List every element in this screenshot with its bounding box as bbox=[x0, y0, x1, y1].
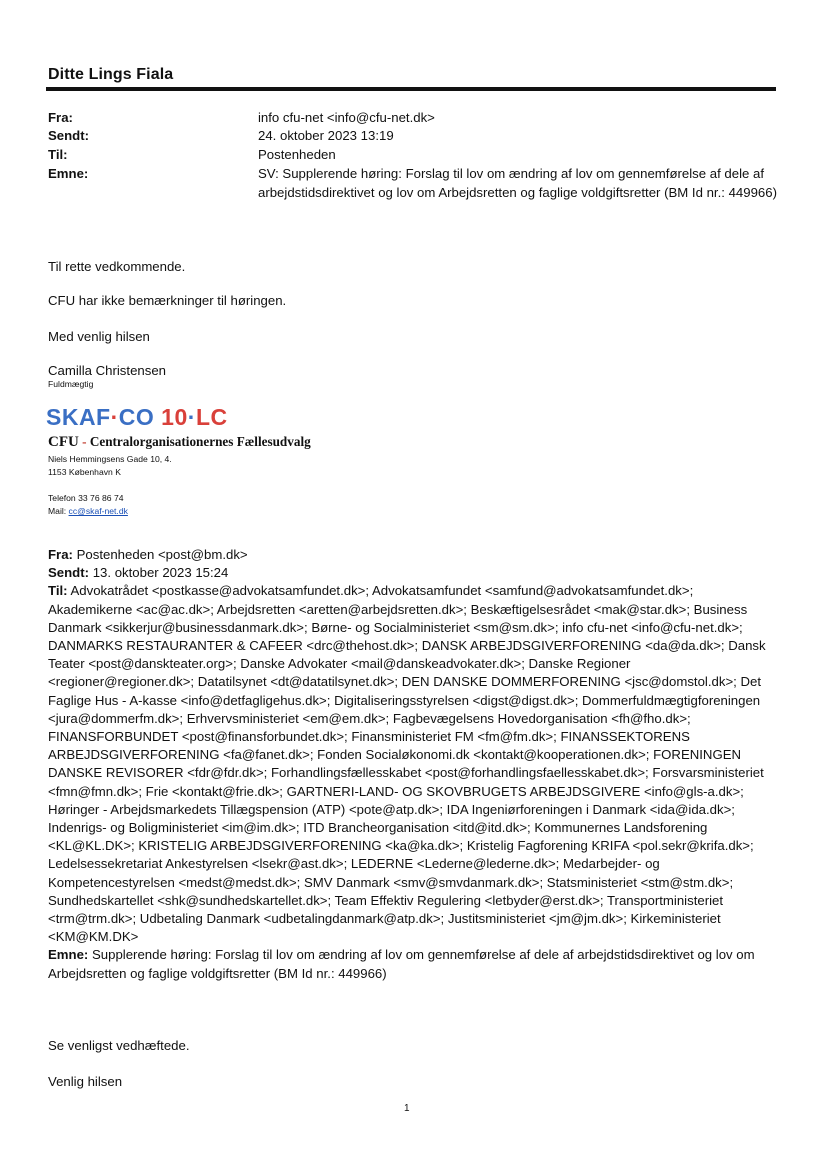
body-closing: Med venlig hilsen bbox=[48, 329, 150, 344]
fwd-from-value: Postenheden <post@bm.dk> bbox=[76, 547, 248, 562]
page-number: 1 bbox=[404, 1103, 410, 1114]
header-from-label: Fra: bbox=[48, 110, 73, 125]
fwd-to-value: Advokatrådet <postkasse@advokatsamfundet.dk>; Advokatsamfundet <samfund@advokatsamfundet.dk>; Akademikerne <ac@ac.dk>; Arbejdsretten <aretten@arbejdsretten.dk>; Beskæftigelsesrådet <mak@star.dk>; Business Danmark <sikkerjur@businessdanmark.dk>; Børne- og Socialministeriet <sm@sm.dk>; info cfu-net <info@cfu-net.dk>; DANMARKS RESTAURANTER & CAFEER <drc@thehost.dk>; DANSK ARBEJDSGIVERFORENING <da@da.dk>; Dansk Teater <post@danskteater.org>; Danske Advokater <mail@danskeadvokater.dk>; Danske Regioner <regioner@regioner.dk>; Datatilsynet <dt@datatilsynet.dk>; DEN DANSKE DOMMERFORENING <jsc@domstol.dk>; Det Faglige Hus - A-kasse <info@detfagligehus.dk>; Digitaliseringsstyrelsen <digst@digst.dk>; Dommerfuldmægtigforeningen <jura@dommerfm.dk>; Erhvervsministeriet <em@em.dk>; Fagbevægelsens Hovedorganisation <fh@fho.dk>; FINANSFORBUNDET <post@finansforbundet.dk>; Finansministeriet FM <fm@fm.dk>; FINANSSEKTORENS ARBEJDSGIVERFORENING <fa@fanet.dk>; Fonden Socialøkonomi.dk <kontakt@kooperationen.dk>; FORENINGEN DANSKE REVISORER <fdr@fdr.dk>; Forhandlingsfællesskabet <post@forhandlingsfaellesskabet.dk>; Forsvarsministeriet <fmn@fmn.dk>; Frie <kontakt@frie.dk>; GARTNERI-LAND- OG SKOVBRUGETS ARBEJDSGIVERE <info@gls-a.dk>; Høringer - Arbejdsmarkedets Tillægspension (ATP) <pote@atp.dk>; IDA Ingeniørforeningen i Danmark <ida@ida.dk>; Indenrigs- og Boligministeriet <im@im.dk>; ITD Brancheorganisation <itd@itd.dk>; Kommunernes Landsforening <KL@KL.DK>; KRISTELIG ARBEJDSGIVERFORENING <ka@ka.dk>; Kristelig Fagforening KRIFA <pol.sekr@krifa.dk>; Ledelsessekretariat Ankestyrelsen <lsekr@ast.dk>; LEDERNE <Lederne@lederne.dk>; Medarbejder- og Kompetencestyrelsen <medst@medst.dk>; SMV Danmark <smv@smvdanmark.dk>; Statsministeriet <stm@stm.dk>; Sundhedskartellet <shk@sundhedskartellet.dk>; Team Effektiv Regulering <letbyder@erst.dk>; Transportministeriet <trm@trm.dk>; Udbetaling Danmark <udbetalingdanmark@atp.dk>; Justitsministeriet <jm@jm.dk>; Kirkeministeriet <KM@KM.DK> bbox=[48, 583, 766, 945]
fwd-sent-value: 13. oktober 2023 15:24 bbox=[92, 565, 229, 581]
fwd-subject-label: Emne: bbox=[48, 947, 89, 963]
fwd-from-line bbox=[48, 546, 778, 564]
header-sent-label: Sendt: bbox=[48, 128, 90, 143]
skaf-co10-lc-logo bbox=[46, 406, 246, 428]
svg-text:SKAF·CO 10·LC: SKAF·CO 10·LC bbox=[46, 406, 228, 428]
fwd-subject-value: Supplerende høring: Forslag til lov om ændring af lov om gennemførelse af dele af arbejdstidsdirektivet og lov om Arbejdsretten og faglige voldgiftsretter (BM Id nr.: 449966) bbox=[48, 947, 755, 981]
sender-name: Camilla Christensen bbox=[48, 363, 166, 378]
fwd-sent-label: Sendt: bbox=[48, 565, 90, 581]
header-subject-value: SV: Supplerende høring: Forslag til lov om ændring af lov om gennemførelse af dele af arbejdstidsdirektivet og lov om Arbejdsretten og faglige voldgiftsretter (BM Id nr.: 449966) bbox=[258, 166, 777, 200]
sender-title: Fuldmægtig bbox=[48, 379, 94, 389]
header-to-label: Til: bbox=[48, 147, 68, 162]
body-message: CFU har ikke bemærkninger til høringen. bbox=[48, 293, 287, 308]
document-owner-name: Ditte Lings Fiala bbox=[48, 66, 174, 83]
fwd-to-line bbox=[48, 582, 778, 946]
mail-label: Mail: bbox=[48, 506, 67, 516]
body-greeting: Til rette vedkommende. bbox=[48, 259, 186, 274]
org-title bbox=[48, 434, 311, 451]
header-subject-label: Emne: bbox=[48, 166, 89, 181]
fwd-from-label: Fra: bbox=[48, 547, 73, 562]
fwd-subject-line bbox=[48, 946, 778, 982]
fwd-to-label: Til: bbox=[48, 583, 68, 599]
header-to-value: Postenheden bbox=[258, 147, 336, 162]
mail-link[interactable]: cc@skaf-net.dk bbox=[68, 506, 128, 516]
address-line2: 1153 København K bbox=[48, 467, 121, 477]
address-line1: Niels Hemmingsens Gade 10, 4. bbox=[48, 454, 172, 464]
phone-line: Telefon 33 76 86 74 bbox=[48, 493, 124, 503]
owner-divider bbox=[46, 87, 776, 91]
forwarded-message bbox=[48, 546, 778, 983]
fwd-body-message: Se venligst vedhæftede. bbox=[48, 1038, 190, 1053]
org-name: Centralorganisationernes Fællesudvalg bbox=[89, 434, 311, 449]
fwd-sent-line bbox=[48, 564, 778, 582]
mail-line bbox=[48, 505, 128, 517]
org-abbr: CFU bbox=[48, 434, 79, 450]
header-sent-value: 24. oktober 2023 13:19 bbox=[258, 128, 394, 143]
header-from-value: info cfu-net <info@cfu-net.dk> bbox=[258, 110, 435, 125]
fwd-body-closing: Venlig hilsen bbox=[48, 1074, 123, 1089]
org-dash: - bbox=[82, 434, 87, 449]
